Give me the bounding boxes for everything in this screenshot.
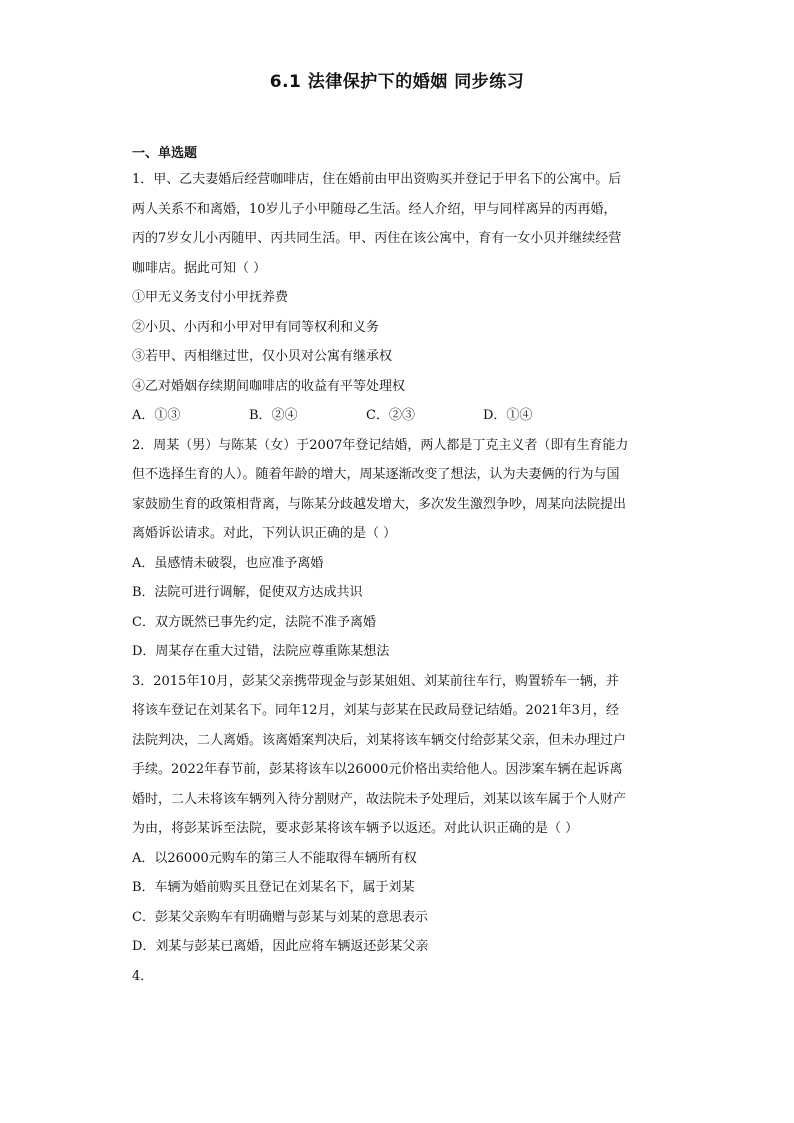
statement-2: ②小贝、小丙和小甲对甲有同等权利和义务 — [132, 319, 380, 335]
question-text-line: 但不选择生育的人）。随着年龄的增大，周某逐渐改变了想法，认为夫妻俩的行为与国 — [132, 467, 620, 482]
question-list — [132, 170, 664, 996]
question-text-line: 1．甲、乙夫妻婚后经营咖啡店，住在婚前由甲出资购买并登记于甲名下的公寓中。后 — [132, 172, 622, 187]
option-a[interactable]: A．①③ — [132, 408, 181, 423]
question-text-line: 婚时，二人未将该车辆列入待分割财产，故法院未予处理后，刘某以该车属于个人财产 — [132, 791, 627, 807]
question-text-line: 两人关系不和离婚，10岁儿子小甲随母乙生活。经人介绍，甲与同样离异的丙再婚， — [132, 201, 617, 217]
question-text-line: 为由，将彭某诉至法院，要求彭某将该车辆予以返还。对此认识正确的是（ ） — [132, 821, 579, 836]
question-text-line: 3．2015年10月，彭某父亲携带现金与彭某姐姐、刘某前往车行，购置轿车一辆，并 — [132, 673, 619, 689]
question-text-line: 家鼓励生育的政策相背离，与陈某分歧越发增大，多次发生激烈争吵，周某向法院提出 — [132, 496, 627, 512]
question-text-line: 丙的7岁女儿小丙随甲、丙共同生活。甲、丙住在该公寓中，育有一女小贝并继续经营 — [132, 231, 622, 246]
statement-3: ③若甲、丙相继过世，仅小贝对公寓有继承权 — [132, 349, 393, 364]
option-b[interactable]: B．法院可进行调解，促使双方达成共识 — [132, 585, 363, 600]
option-d[interactable]: D．①④ — [483, 408, 533, 423]
statement-1: ①甲无义务支付小甲抚养费 — [132, 290, 289, 305]
question-text-line: 离婚诉讼请求。对此，下列认识正确的是（ ） — [132, 526, 397, 541]
question-number: 4． — [132, 968, 154, 984]
question-text-line: 将该车登记在刘某名下。同年12月，刘某与彭某在民政局登记结婚。2021年3月，经 — [132, 703, 619, 718]
question-4 — [132, 967, 664, 997]
option-a[interactable]: A．虽感情未破裂，也应准予离婚 — [132, 555, 324, 571]
option-a[interactable]: A．以26000元购车的第三人不能取得车辆所有权 — [132, 850, 417, 866]
question-text-line: 2．周某（男）与陈某（女）于2007年登记结婚，两人都是丁克主义者（即有生育能力 — [132, 437, 629, 453]
question-text-line: 法院判决，二人离婚。该离婚案判决后，刘某将该车辆交付给彭某父亲，但未办理过户 — [132, 732, 627, 748]
statement-4: ④乙对婚姻存续期间咖啡店的收益有平等处理权 — [132, 378, 406, 394]
option-b[interactable]: B．②④ — [249, 408, 298, 423]
option-c[interactable]: C．彭某父亲购车有明确赠与彭某与刘某的意思表示 — [132, 909, 428, 925]
question-1 — [132, 170, 664, 436]
question-3 — [132, 672, 664, 967]
section-heading: 一、单选题 — [132, 146, 198, 161]
page-title: 6.1 法律保护下的婚姻 同步练习 — [269, 72, 525, 92]
option-c[interactable]: C．②③ — [366, 408, 415, 423]
question-text-line: 手续。2022年春节前，彭某将该车以26000元价格出卖给他人。因涉案车辆在起诉离 — [132, 762, 623, 777]
question-2 — [132, 436, 664, 672]
option-b[interactable]: B．车辆为婚前购买且登记在刘某名下，属于刘某 — [132, 880, 415, 895]
option-d[interactable]: D．刘某与彭某已离婚，因此应将车辆返还彭某父亲 — [132, 939, 429, 954]
option-c[interactable]: C．双方既然已事先约定，法院不准予离婚 — [132, 614, 376, 630]
answer-options — [132, 406, 664, 436]
question-text-line: 咖啡店。据此可知（ ） — [132, 260, 267, 276]
option-d[interactable]: D．周某存在重大过错，法院应尊重陈某想法 — [132, 644, 390, 659]
